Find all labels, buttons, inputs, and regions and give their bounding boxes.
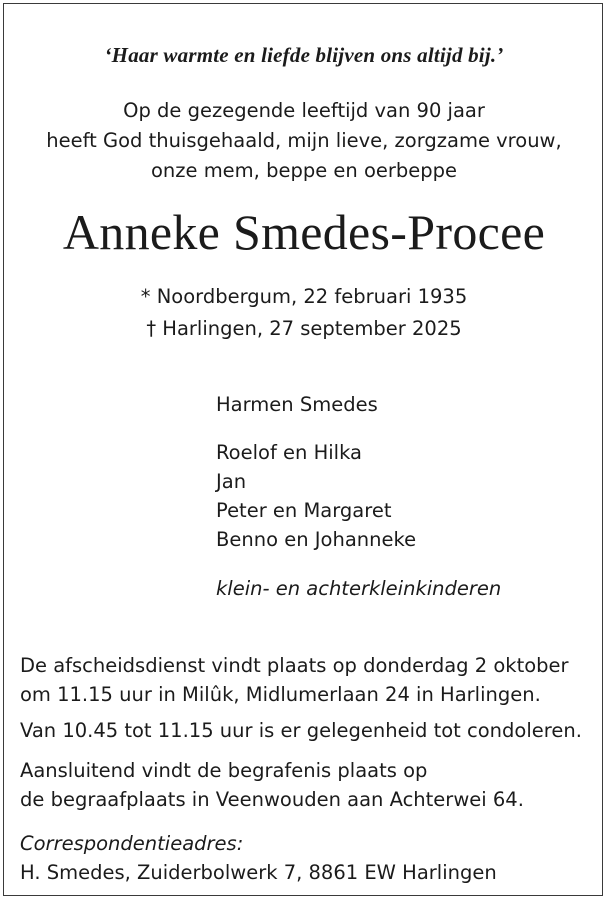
correspondence-label: Correspondentieadres: xyxy=(20,832,244,855)
list-item: Benno en Johanneke xyxy=(216,528,417,551)
farewell-line: om 11.15 uur in Milûk, Midlumerlaan 24 in Harlingen. xyxy=(20,683,541,706)
intro-line: heeft God thuisgehaald, mijn lieve, zorgzame vrouw, xyxy=(46,129,562,152)
children-list xyxy=(216,438,416,554)
burial-line: Aansluitend vindt de begrafenis plaats op xyxy=(20,759,428,782)
burial-info xyxy=(20,756,524,814)
deceased-name: Anneke Smedes-Procee xyxy=(62,204,546,260)
spouse-name: Harmen Smedes xyxy=(216,393,378,416)
correspondence xyxy=(20,829,497,887)
birth-date: * Noordbergum, 22 februari 1935 xyxy=(140,285,468,308)
intro-line: Op de gezegende leeftijd van 90 jaar xyxy=(123,99,485,122)
intro-line: onze mem, beppe en oerbeppe xyxy=(150,159,458,182)
list-item: Peter en Margaret xyxy=(216,499,392,522)
farewell-line: De afscheidsdienst vindt plaats op donderdag 2 oktober xyxy=(20,654,569,677)
intro-text xyxy=(0,96,608,186)
motto: ‘Haar warmte en liefde blijven ons altijd bij.’ xyxy=(104,43,504,67)
list-item: Jan xyxy=(216,470,247,493)
condolence-info: Van 10.45 tot 11.15 uur is er gelegenheid tot condoleren. xyxy=(20,719,582,742)
grandchildren: klein- en achterkleinkinderen xyxy=(216,577,502,600)
burial-line: de begraafplaats in Veenwouden aan Achterwei 64. xyxy=(20,788,524,811)
farewell-service xyxy=(20,651,569,709)
correspondence-address: H. Smedes, Zuiderbolwerk 7, 8861 EW Harlingen xyxy=(20,861,497,884)
death-date: † Harlingen, 27 september 2025 xyxy=(146,317,462,340)
life-dates xyxy=(0,281,608,345)
list-item: Roelof en Hilka xyxy=(216,441,362,464)
